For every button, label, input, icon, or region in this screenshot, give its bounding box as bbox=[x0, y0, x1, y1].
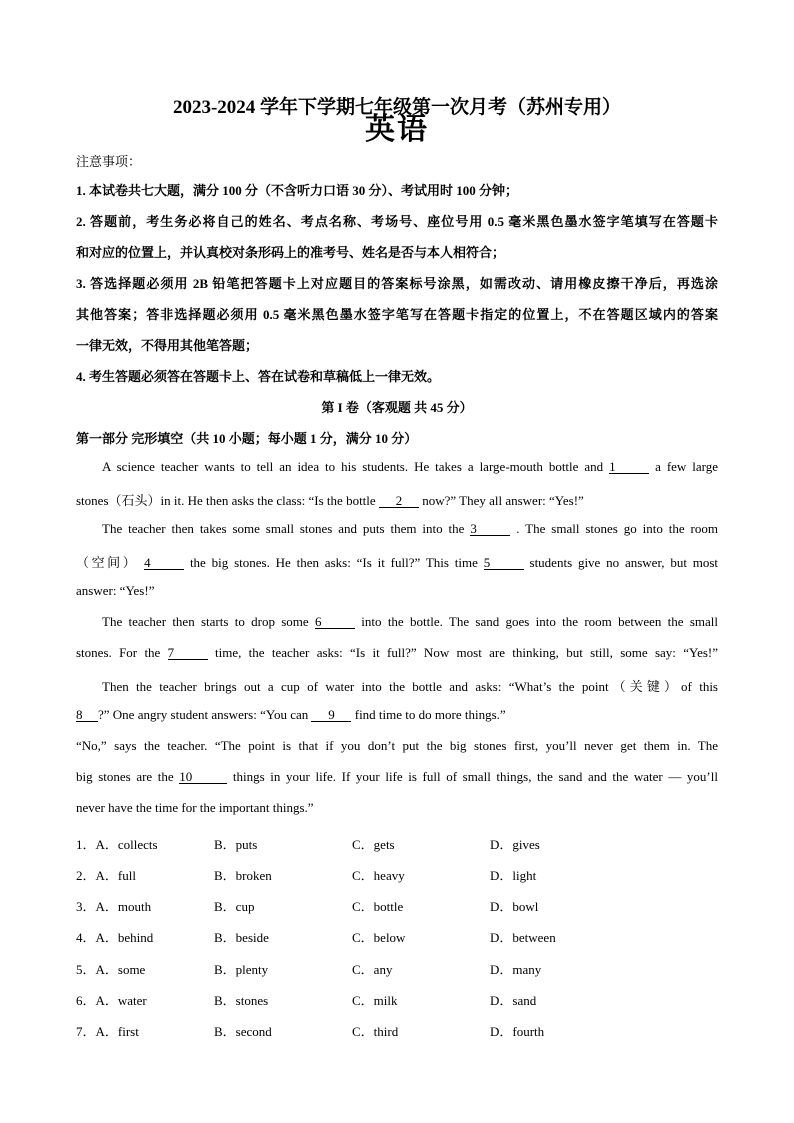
question-4-options: 4．A．behind B．beside C．below D．between bbox=[76, 930, 556, 945]
passage-line-6: The teacher then starts to drop some 6 into the bottle. The sand goes into the room between the small bbox=[102, 614, 719, 629]
passage-line-2: stones（石头）in it. He then asks the class: “Is the bottle 2 now?” They all answer: “Yes!” bbox=[76, 493, 584, 508]
passage-line-3: The teacher then takes some small stones and puts them into the 3 . The small stones go into the room bbox=[102, 521, 718, 536]
blank-10: 10 bbox=[179, 770, 227, 784]
blank-6: 6 bbox=[315, 615, 355, 629]
blank-5: 5 bbox=[484, 556, 524, 570]
blank-9: 9 bbox=[311, 708, 351, 722]
blank-4: 4 bbox=[144, 556, 184, 570]
blank-3: 3 bbox=[470, 522, 510, 536]
passage-line-7: stones. For the 7 time, the teacher asks: “Is it full?” Now most are thinking, but still, some say: “Yes!” bbox=[76, 645, 719, 660]
question-1-options: 1．A．collects B．puts C．gets D．gives bbox=[76, 837, 540, 852]
note-4: 4. 考生答题必须答在答题卡上、答在试卷和草稿低上一律无效。 bbox=[76, 369, 441, 384]
note-3-line-1: 3. 答选择题必须用 2B 铅笔把答题卡上对应题目的答案标号涂黑，如需改动、请用橡皮擦干净后，再选涂 bbox=[76, 276, 718, 291]
blank-1: 1 bbox=[609, 460, 649, 474]
passage-line-1: A science teacher wants to tell an idea to his students. He takes a large-mouth bottle and 1 a few large bbox=[102, 459, 719, 474]
note-3-line-2: 其他答案；答非选择题必须用 0.5 毫米黑色墨水签字笔写在答题卡指定的位置上，不在答题区域内的答案 bbox=[76, 307, 718, 322]
question-6-options: 6．A．water B．stones C．milk D．sand bbox=[76, 993, 537, 1008]
passage-line-12: never have the time for the important things.” bbox=[76, 800, 314, 815]
blank-7: 7 bbox=[168, 646, 208, 660]
passage-line-5: answer: “Yes!” bbox=[76, 583, 155, 598]
note-2-line-1: 2. 答题前，考生务必将自己的姓名、考点名称、考场号、座位号用 0.5 毫米黑色墨水签字笔填写在答题卡 bbox=[76, 214, 718, 229]
blank-8: 8 bbox=[76, 708, 98, 722]
question-5-options: 5．A．some B．plenty C．any D．many bbox=[76, 962, 542, 977]
note-3-line-3: 一律无效，不得用其他笔答题； bbox=[76, 338, 259, 353]
volume-heading: 第 I 卷（客观题 共 45 分） bbox=[321, 400, 473, 415]
exam-title: 2023-2024 学年下学期七年级第一次月考（苏州专用） bbox=[172, 97, 622, 118]
question-3-options: 3．A．mouth B．cup C．bottle D．bowl bbox=[76, 899, 539, 914]
question-7-options: 7．A．first B．second C．third D．fourth bbox=[76, 1024, 545, 1039]
note-1: 1. 本试卷共七大题，满分 100 分（不含听力口语 30 分）、考试用时 100 分钟； bbox=[76, 183, 519, 198]
passage-line-8: Then the teacher brings out a cup of water into the bottle and asks: “What’s the point（关键）of this bbox=[102, 679, 718, 694]
question-2-options: 2．A．full B．broken C．heavy D．light bbox=[76, 868, 537, 883]
blank-2: 2 bbox=[379, 494, 419, 508]
notes-heading: 注意事项： bbox=[76, 154, 142, 169]
passage-line-9: 8 ?” One angry student answers: “You can 9 find time to do more things.” bbox=[76, 707, 506, 722]
part-heading: 第一部分 完形填空（共 10 小题；每小题 1 分，满分 10 分） bbox=[76, 431, 418, 446]
subject-title: 英语 bbox=[365, 113, 429, 146]
passage-line-4: （空间） 4 the big stones. He then asks: “Is it full?” This time 5 students give no answer, but most bbox=[76, 555, 719, 570]
note-2-line-2: 和对应的位置上，并认真校对条形码上的准考号、姓名是否与本人相符合； bbox=[76, 245, 506, 260]
passage-line-10: “No,” says the teacher. “The point is that if you don’t put the big stones first, you’ll never get them in. The bbox=[76, 738, 718, 753]
passage-line-11: big stones are the 10 things in your life. If your life is full of small things, the sand and the water — you’ll bbox=[76, 769, 718, 784]
